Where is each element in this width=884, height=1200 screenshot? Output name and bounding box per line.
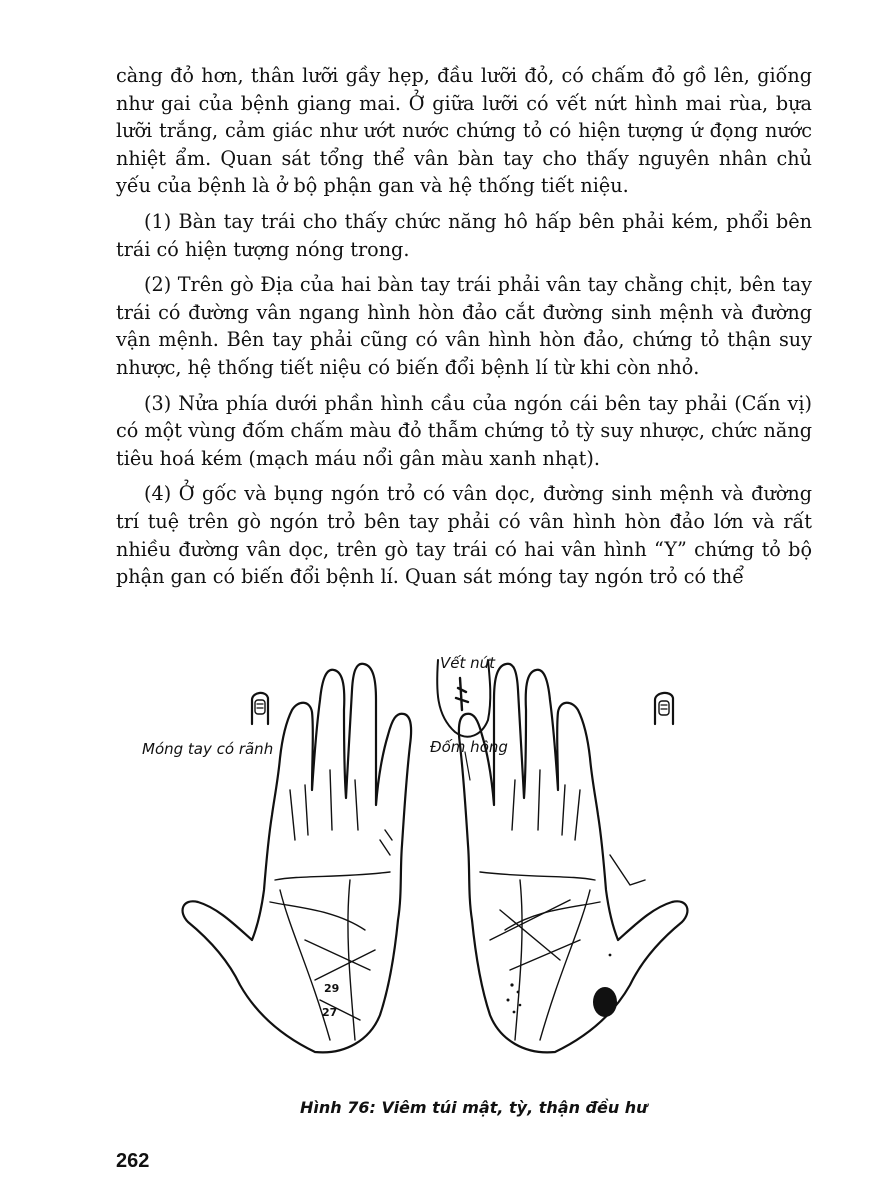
hands-drawing [140, 640, 740, 1080]
left-nail-icon [252, 693, 268, 724]
paragraph-3: (3) Nửa phía dưới phần hình cầu của ngón cái bên tay phải (Cấn vị) có một vùng đốm chấm màu đỏ thẫm chứng tỏ tỳ suy nhược, chức năng tiêu hoá kém (mạch máu nổi gân màu xanh nhạt). [116, 391, 812, 470]
paragraph-1: (1) Bàn tay trái cho thấy chức năng hô hấp bên phải kém, phổi bên trái có hiện tượng nóng trong. [116, 209, 812, 261]
left-hand-outline [183, 664, 412, 1053]
label-pink-spot: Đốm hồng [430, 738, 508, 756]
body-text [116, 62, 812, 599]
figure-caption: Hình 76: Viêm túi mật, tỳ, thận đều hư [300, 1098, 648, 1117]
red-spot-mark [593, 987, 617, 1017]
page-number: 262 [116, 1150, 150, 1172]
paragraph-4: (4) Ở gốc và bụng ngón trỏ có vân dọc, đường sinh mệnh và đường trí tuệ trên gò ngón trỏ bên tay phải có vân hình hòn đảo lớn và rất nhiều đường vân dọc, trên gò tay trái có hai vân hình “Y” chứng tỏ bộ phận gan có biến đổi bệnh lí. Quan sát móng tay ngón trỏ có thể [116, 482, 812, 589]
label-number-29: 29 [324, 982, 340, 995]
tongue-crack-mark [456, 678, 468, 710]
label-crack: Vết nứt [440, 654, 496, 672]
label-number-27: 27 [322, 1006, 338, 1019]
left-palm-lines [270, 770, 392, 1040]
paragraph-intro: càng đỏ hơn, thân lưỡi gầy hẹp, đầu lưỡi đỏ, có chấm đỏ gồ lên, giống như gai của bệnh giang mai. Ở giữa lưỡi có vết nứt hình mai rùa, bựa lưỡi trắng, cảm giác như ướt nước chứng tỏ có hiện tượng ứ đọng nước nhiệt ẩm. Quan sát tổng thể vân bàn tay cho thấy nguyên nhân chủ yếu của bệnh là ở bộ phận gan và hệ thống tiết niệu. [116, 64, 812, 198]
paragraph-2: (2) Trên gò Địa của hai bàn tay trái phải vân tay chằng chịt, bên tay trái có đường vân ngang hình hòn đảo cắt đường sinh mệnh và đường vận mệnh. Bên tay phải cũng có vân hình hòn đảo, chứng tỏ thận suy nhược, hệ thống tiết niệu có biến đổi bệnh lí từ khi còn nhỏ. [116, 273, 812, 379]
right-hand-outline [459, 664, 688, 1053]
spot-leader-line [465, 752, 470, 780]
right-nail-icon [655, 693, 673, 724]
label-grooved-nail: Móng tay có rãnh [142, 740, 274, 758]
palm-illustration [140, 640, 740, 1080]
